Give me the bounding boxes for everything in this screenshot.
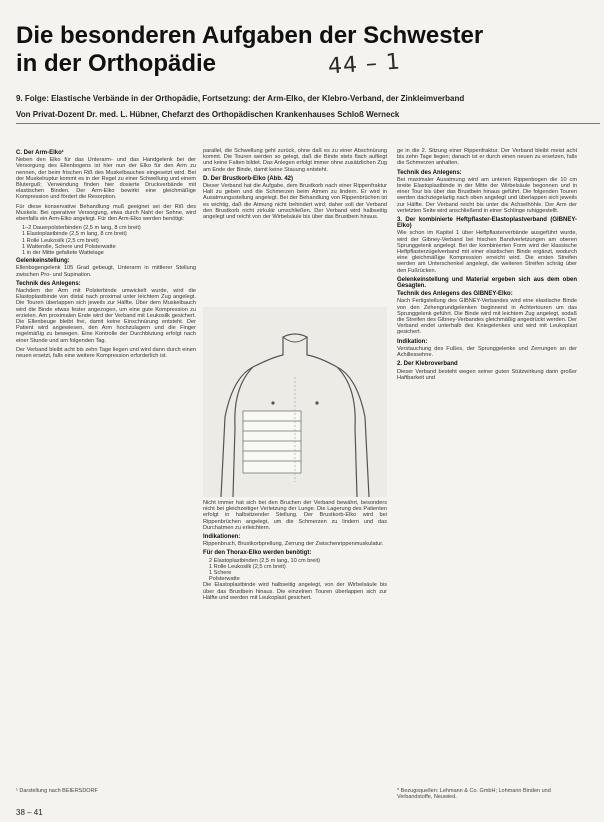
paragraph: parallel, die Schwellung geht zurück, ohne daß es zu einer Abschnürung kommt. Die Touren werden so gelegt, daß die Binde stets flach aufliegt und keine Falten bildet. Das Anlegen erfolgt immer ohne zusätzlichen Zug am Ende der Binde, damit keine Stauung entsteht. [203,148,387,173]
article-authors: Von Privat-Dozent Dr. med. L. Hübner, Chefarzt des Orthopädischen Krankenhauses Schloß Werneck [16,110,400,119]
paragraph: Nachdem der Arm mit Polsterbinde umwickelt wurde, wird die Elastoplastbinde von distal nach proximal unter leichtem Zug angelegt. Die Touren überlappen sich jeweils zur Hälfte. Über dem Muskelbauch wird die Binde etwas fester angezogen, um eine gute Kompression zu erzielen. Am proximalen Ende wird der Verband mit Leukosilk gesichert. Die Ellenbeuge bleibt frei, damit keine Einschnürung entsteht. Der Patient wird angewiesen, den Arm hochzulagern und die Finger regelmäßig zu bewegen. Eine Kontrolle der Durchblutung erfolgt nach einer Stunde und am folgenden Tag. [16,288,196,344]
paragraph: Nach Fertigstellung des GIBNEY-Verbandes wird eine elastische Binde von den Zehengrundgelenken beginnend in Achtertouren um das Sprunggelenk geführt. Die Binde wird mit leichtem Zug angelegt, sodaß die Streifen des Gibney-Verbandes gleichmäßig angedrückt werden. Der Verband endet unterhalb des Kniegelenkes und wird mit Leukoplast gesichert. [397,298,577,336]
list-item: 1 in der Mitte gefaltete Wattelage [22,250,104,257]
paragraph: Ellenbogengelenk 105 Grad gebeugt, Unterarm in mittlerer Stellung zwischen Pro- und Supination. [16,265,196,278]
footnote: ¹ Darstellung nach BEIERSDORF [16,788,98,794]
footnote: * Bezugsquellen: Lehmann & Co. GmbH; Lohmann Binden und Verbandstoffe, Neuwied. [397,788,551,800]
text-column-2-bottom [203,500,387,800]
subheading: Technik des Anlegens: [16,280,81,287]
subheading: Indikation: [397,338,428,345]
header-divider [16,123,600,124]
section-heading: 2. Der Klebroverband [397,361,458,368]
list-item: 1 Watterolle, Schere und Polsterwatte [22,243,116,250]
list-item: Polsterwatte [209,576,240,583]
paragraph: Der Verband bleibt acht bis zehn Tage liegen und wird dann durch einen neuen ersetzt, falls eine weitere Kompression erforderlich ist. [16,346,196,360]
text-column-3 [397,148,577,808]
list-item: 1–2 Dauerpolsterbinden (2,5 m lang, 8 cm breit) [22,225,141,232]
section-heading: C. Der Arm-Elko¹ [16,150,64,156]
paragraph: Bei maximaler Ausatmung wird am unteren Rippenbogen die 10 cm breite Elastoplastbinde in der Mitte der Wirbelsäule begonnen und in einer Tour bis über das Brustbein hinaus geführt. Die folgenden Touren werden dachziegelartig nach oben angelegt und überlappen sich jeweils zur Hälfte. Der Verband reicht bis unter die Achselhöhle. Der Arm der verletzten Seite wird anschließend in einer Schlinge ruhiggestellt. [397,176,577,214]
torso-illustration [203,307,387,497]
paragraph: Dieser Verband besteht wegen seiner guten Stützwirkung darin großer Haftbarkeit und [397,368,577,381]
subheading: Technik des Anlegens des GIBNEY-Elko: [397,291,513,298]
title-line-2: in der Orthopädie [16,50,217,77]
paragraph: Nicht immer hat sich bei den Bruchen der Verband bewährt, besonders nicht bei gleichzeitiger Verletzung der Lunge. Die Lagerung des Patienten erfolgt in halbsitzender Stellung. Der Brustkorb-Elko wird bei Rippenbrüchen angelegt, um die Schmerzen zu lindern und das Durchatmen zu erleichtern. [203,500,387,531]
list-item: 1 Elastoplastbinde (2,5 m lang, 8 cm breit) [22,231,127,238]
subheading: Gelenkeinstellung und Material ergeben sich aus dem oben Gesagten. [397,276,577,290]
article-title [16,22,486,78]
list-item: 1 Schere [209,570,232,577]
subheading: Indikationen: [203,534,241,541]
paragraph: ge in die 2. Sitzung einer Rippenfraktur. Der Verband bleibt meist acht bis zehn Tage liegen; danach ist er durch einen neuen zu ersetzen, falls die Schmerzen anhalten. [397,148,577,167]
paragraph: Verstauchung des Fußes, der Sprunggelenke und Zerrungen an der Achillessehne. [397,345,577,359]
paragraph: Die Elastoplastbinde wird halbseitig angelegt, von der Wirbelsäule bis über das Brustbein hinaus. Die einzelnen Touren überlappen sich zur Hälfte und werden mit Leukoplast gesichert. [203,582,387,601]
handwritten-note: 44 – 1 [327,49,402,80]
text-column-2-top [203,148,387,306]
subheading: Für den Thorax-Elko werden benötigt: [203,550,312,557]
text-column-1 [16,148,196,808]
subheading: Technik des Anlegens: [397,169,462,176]
list-item: 2 Elastoplastbinden (2,5 m lang, 10 cm breit) [209,557,321,564]
list-item: 1 Rolle Leukosilk (2,5 cm breit) [209,563,286,570]
figure-torso-bandage [203,307,387,497]
paragraph: Rippenbruch, Brustkorbprellung, Zerrung der Zwischenrippenmuskulatur. [203,541,384,548]
article-subtitle: 9. Folge: Elastische Verbände in der Orthopädie, Fortsetzung: der Arm-Elko, der Klebro-Verband, der Zinkleimverband [16,94,465,103]
section-heading: D. Der Brustkorb-Elko (Abb. 42) [203,175,294,182]
paragraph: Neben den Elko für das Unterarm- und das Handgelenk bei der Versorgung des Ellenbogens ist hier nun der Elko für den Arm zu nennen, der beim frischen Riß des Muskelbauches eingesetzt wird. Bei der Muskelruptur kommt es in der Regel zu einer Schwellung und einem Bluterguß; Verwendung finden hier dosierte Druckverbände mit elastischen Binden. Der Arm-Elko bewirkt eine gleichmäßige Kompression und fördert die Resorption. [16,157,196,201]
page-number: 38 – 41 [16,808,43,817]
section-heading: 3. Der kombinierte Heftpflaster-Elastoplastverband (GIBNEY-Elko) [397,217,577,230]
paragraph: Für diese konservative Behandlung muß geeignet sei der Riß des Muskels. Bei operativer Versorgung, etwa durch Naht der Sehne, wird ebenfalls ein Arm-Elko angelegt. Für den Arm-Elko werden benötigt: [16,203,196,223]
paragraph: Wie schon im Kapitel 1 über Heftpflasterverbände ausgeführt wurde, wird der Gibney-Verband bei frischen Bandverletzungen am oberen Sprunggelenk angelegt. Bei der kombinierten Form wird der klassische Heftpflasterzügelverband mit einer elastischen Binde ergänzt, wodurch eine gleichmäßige Kompression erreicht wird. Die ersten Streifen werden am Unterschenkel angelegt, die weiteren Streifen schräg über den Fußrücken. [397,230,577,274]
paragraph: Dieser Verband hat die Aufgabe, dem Brustkorb nach einer Rippenfraktur Halt zu geben und die Schmerzen beim Atmen zu lindern. Er wird in Ausatmungsstellung angelegt. Bei der Behandlung von Rippenbrüchen ist es wichtig, daß die Atmung nicht behindert wird; daher soll der Verband den Brustkorb nicht zirkulär umschließen. Der Verband wird halbseitig angelegt und reicht von der Wirbelsäule bis über das Brustbein hinaus. [203,183,387,221]
title-line-1: Die besonderen Aufgaben der Schwester [16,22,484,49]
subheading: Gelenkeinstellung: [16,258,70,265]
list-item: 1 Rolle Leukosilk (2,5 cm breit) [22,237,99,244]
